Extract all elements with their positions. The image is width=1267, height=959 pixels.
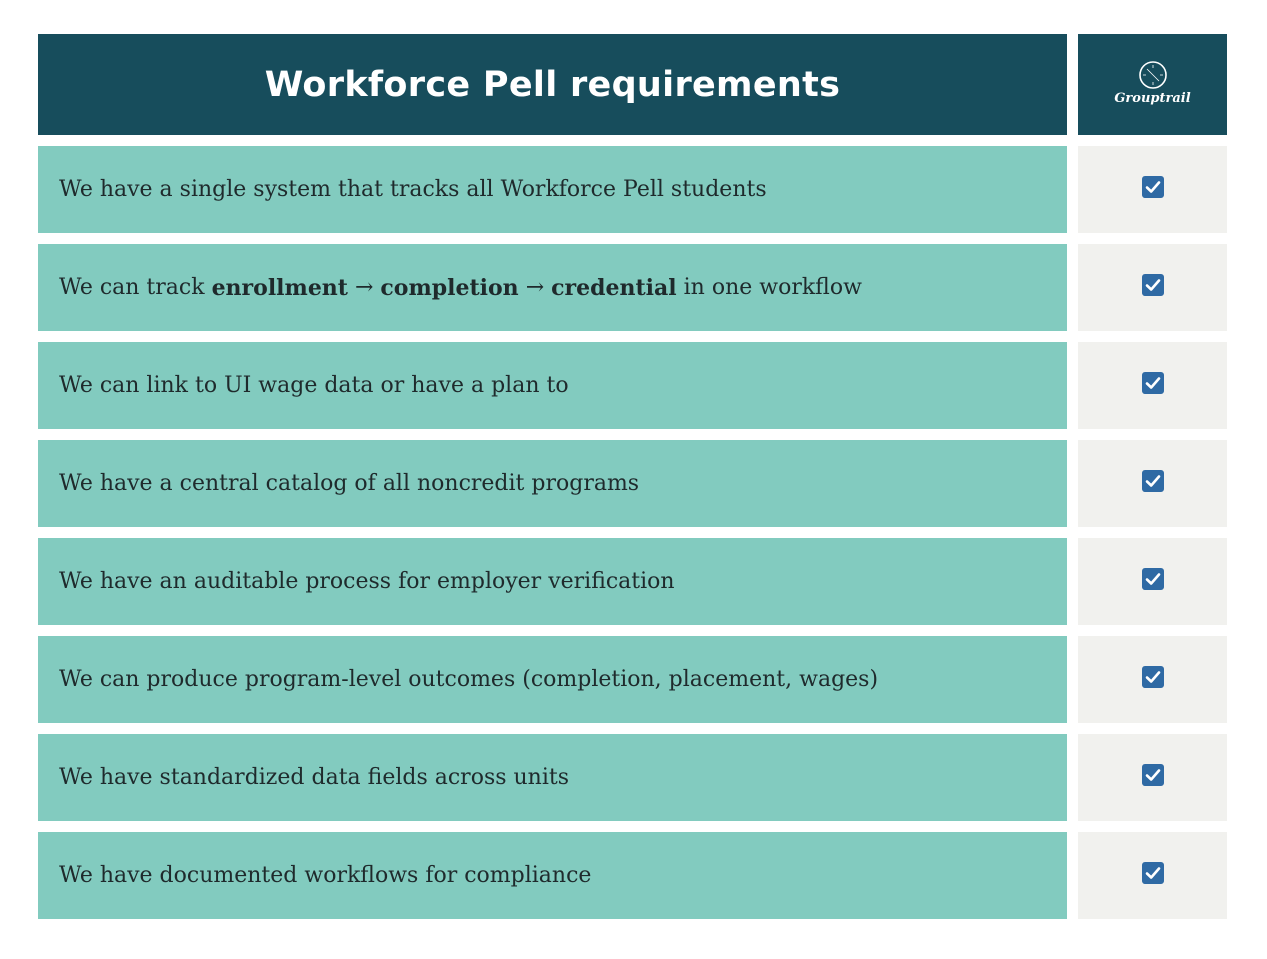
requirement-text: We have a central catalog of all noncredit programs [38, 440, 1067, 527]
page-title: Workforce Pell requirements [264, 64, 841, 105]
requirement-text: We have documented workflows for compliance [38, 832, 1067, 919]
compass-icon [1138, 60, 1168, 90]
checklist-row [38, 146, 1227, 233]
checked-checkbox-icon[interactable] [1142, 568, 1164, 590]
checklist-row [38, 538, 1227, 625]
header-title-bar [38, 34, 1067, 135]
checked-checkbox-icon[interactable] [1142, 274, 1164, 296]
requirement-text: We can link to UI wage data or have a plan to [38, 342, 1067, 429]
checked-checkbox-icon[interactable] [1142, 470, 1164, 492]
checklist-row [38, 734, 1227, 821]
text-segment: in one workflow [683, 275, 862, 300]
arrow-right-icon: → [525, 275, 545, 300]
check-cell [1078, 734, 1227, 821]
check-cell [1078, 832, 1227, 919]
check-cell [1078, 146, 1227, 233]
check-cell [1078, 440, 1227, 527]
checked-checkbox-icon[interactable] [1142, 176, 1164, 198]
text-bold-enrollment: enrollment [211, 274, 348, 301]
arrow-right-icon: → [354, 275, 374, 300]
checked-checkbox-icon[interactable] [1142, 764, 1164, 786]
text-bold-completion: completion [380, 274, 519, 301]
check-cell [1078, 244, 1227, 331]
text-bold-credential: credential [551, 274, 677, 301]
check-cell [1078, 636, 1227, 723]
checklist-row [38, 636, 1227, 723]
checklist-row [38, 832, 1227, 919]
checklist-row [38, 342, 1227, 429]
check-cell [1078, 538, 1227, 625]
checklist-row [38, 244, 1227, 331]
checked-checkbox-icon[interactable] [1142, 372, 1164, 394]
brand-logo [1078, 34, 1227, 135]
checklist-row [38, 440, 1227, 527]
requirement-text: We have a single system that tracks all Workforce Pell students [38, 146, 1067, 233]
requirement-text [38, 244, 1067, 331]
requirement-text: We can produce program-level outcomes (completion, placement, wages) [38, 636, 1067, 723]
logo-wordmark: Grouptrail [1114, 90, 1191, 106]
requirement-text: We have an auditable process for employer verification [38, 538, 1067, 625]
check-cell [1078, 342, 1227, 429]
checked-checkbox-icon[interactable] [1142, 666, 1164, 688]
text-segment: We can track [59, 275, 205, 300]
requirement-text: We have standardized data fields across units [38, 734, 1067, 821]
checked-checkbox-icon[interactable] [1142, 862, 1164, 884]
